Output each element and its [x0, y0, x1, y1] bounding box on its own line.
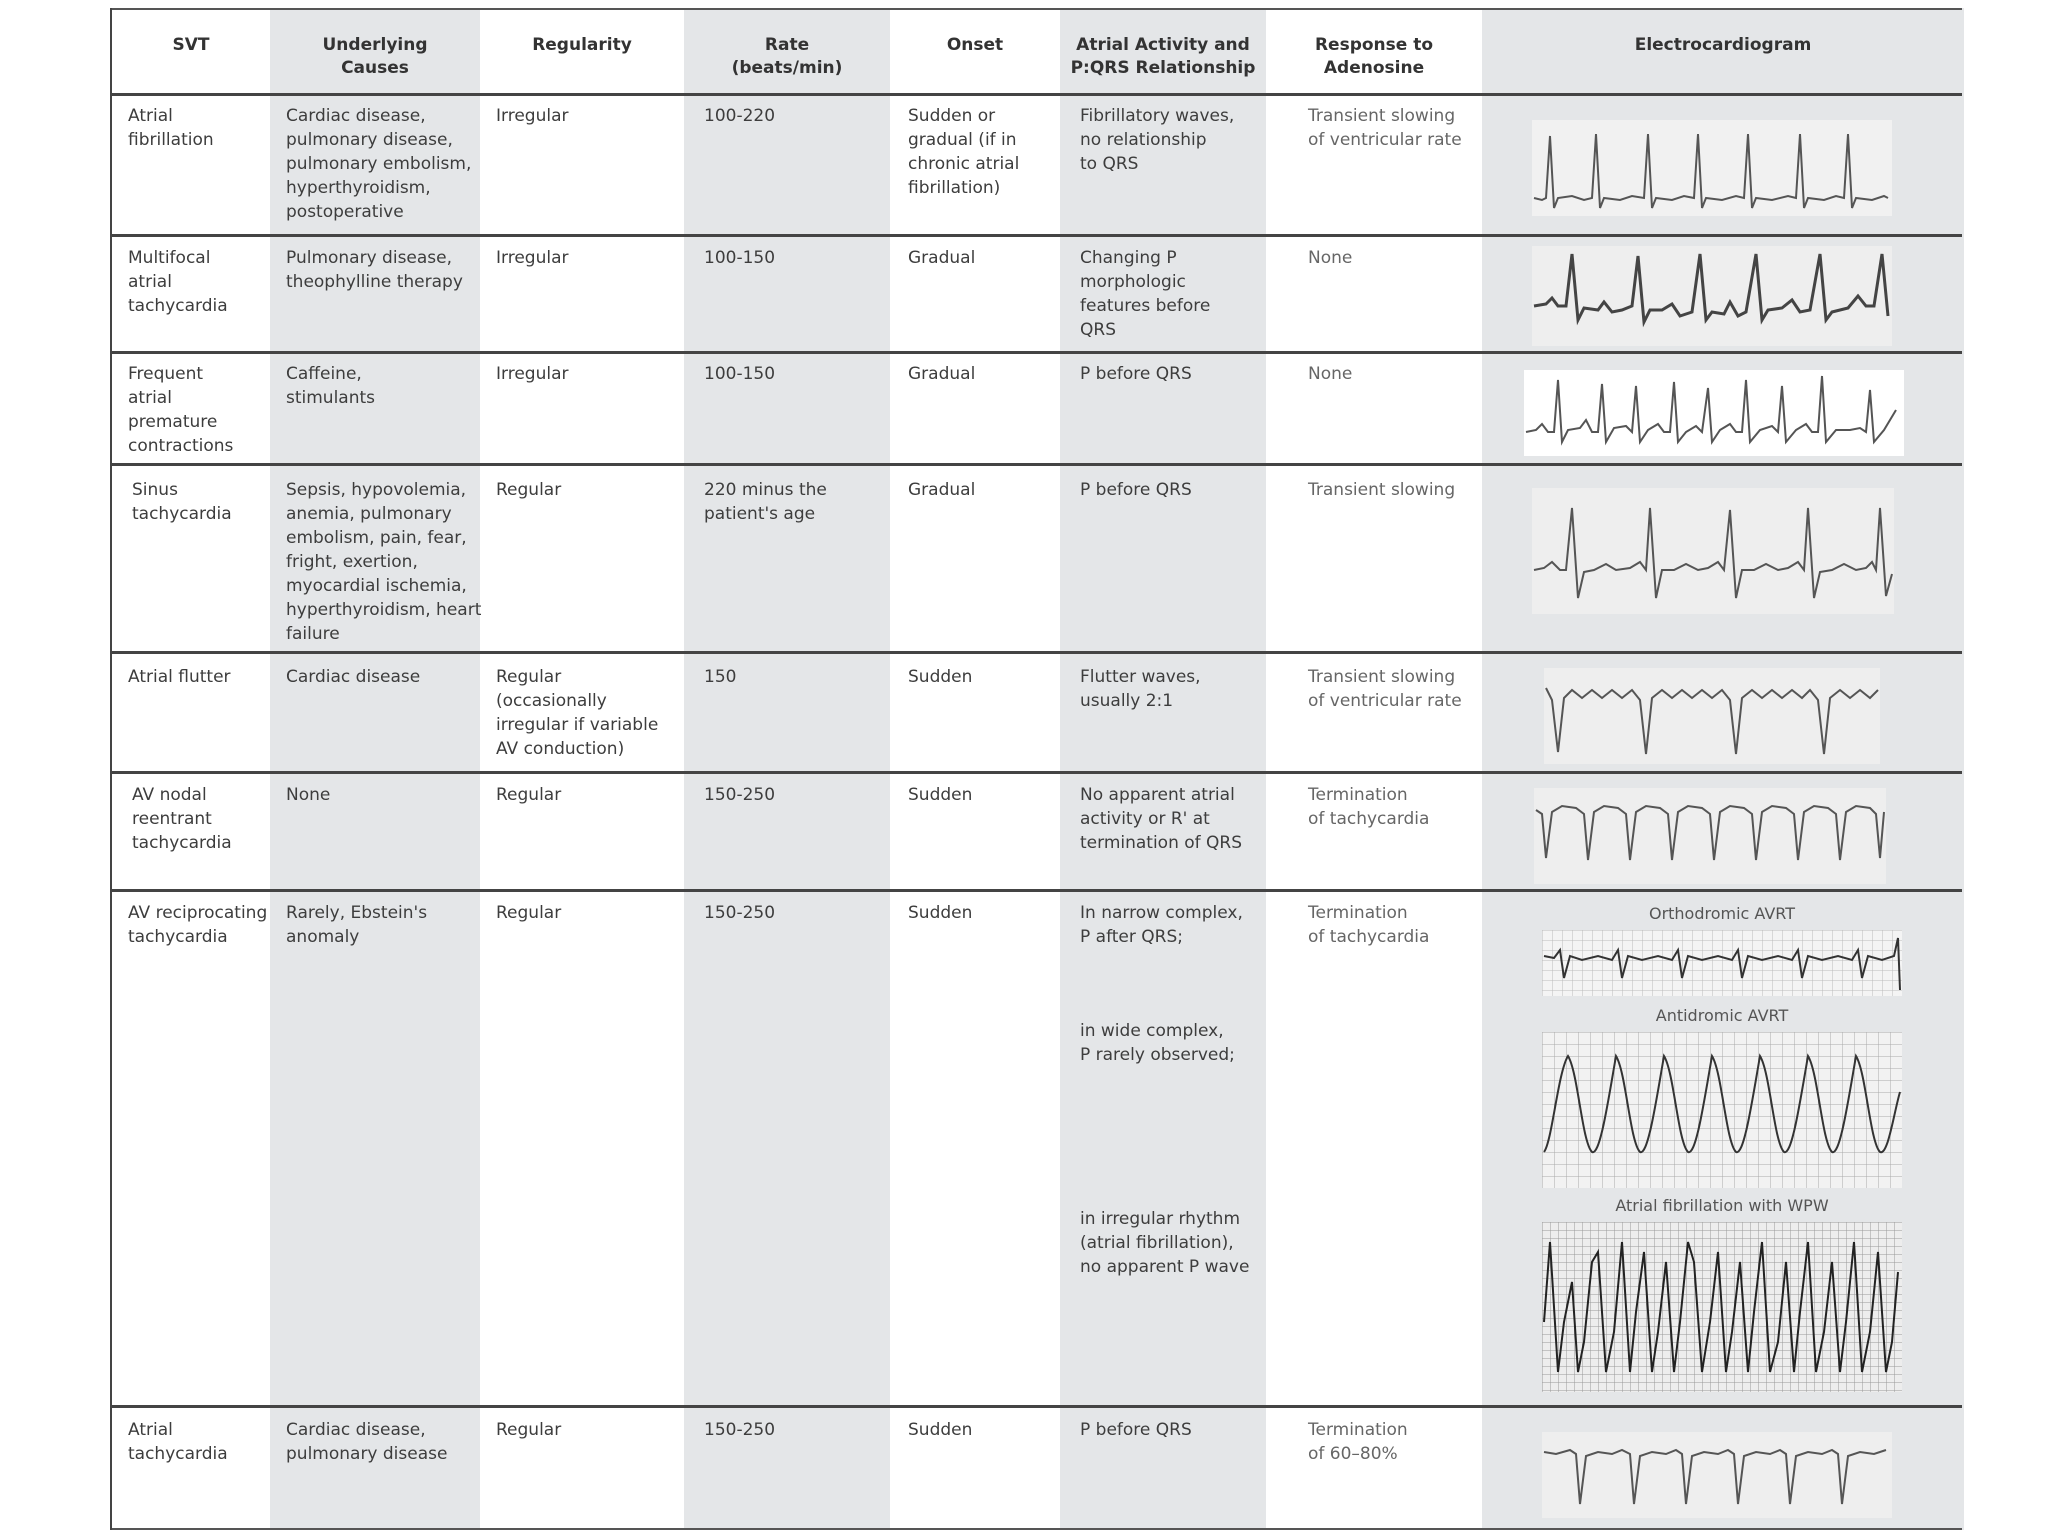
svt-comparison-table — [110, 8, 1964, 1530]
atrial-activity: Flutter waves, usually 2:1 — [1080, 667, 1201, 711]
svt-name: Atrial tachycardia — [128, 1420, 228, 1464]
ecg-label-antidromic: Antidromic AVRT — [1655, 1006, 1789, 1025]
atrial-activity: Fibrillatory waves, no relationship to QRS — [1080, 106, 1235, 174]
rule-row-7 — [112, 1405, 1962, 1408]
regularity: Regular — [496, 785, 562, 805]
ecg-atrial-fibrillation — [1532, 120, 1892, 216]
adenosine-response: Transient slowing of ventricular rate — [1308, 667, 1462, 711]
atrial-activity-wide: in wide complex, P rarely observed; — [1080, 1021, 1235, 1065]
rule-row-3 — [112, 463, 1962, 466]
atrial-activity: P before QRS — [1080, 1420, 1192, 1440]
header-adenosine: Response to Adenosine — [1314, 35, 1434, 78]
rule-top — [112, 8, 1962, 10]
causes: None — [286, 785, 331, 805]
header-rate: Rate (beats/min) — [731, 35, 843, 78]
causes: Cardiac disease, pulmonary disease, pulmonary embolism, hyperthyroidism, postoperative — [286, 106, 472, 222]
header-ecg: Electrocardiogram — [1634, 35, 1812, 55]
rate: 100-150 — [704, 364, 776, 384]
atrial-activity: P before QRS — [1080, 364, 1192, 384]
rule-row-5 — [112, 771, 1962, 774]
causes: Sepsis, hypovolemia, anemia, pulmonary embolism, pain, fear, fright, exertion, myocardial ischemia, hyperthyroidism, heart failure — [286, 480, 482, 644]
adenosine-response: Termination of tachycardia — [1308, 785, 1430, 829]
svt-name: Frequent atrial premature contractions — [128, 364, 234, 456]
regularity: Regular (occasionally irregular if variable AV conduction) — [496, 667, 659, 759]
rate: 220 minus the patient's age — [704, 480, 827, 524]
svt-name: Atrial fibrillation — [128, 106, 214, 150]
causes: Cardiac disease — [286, 667, 421, 687]
atrial-activity: P before QRS — [1080, 480, 1192, 500]
adenosine-response: Transient slowing — [1308, 480, 1456, 500]
regularity: Regular — [496, 1420, 562, 1440]
regularity: Irregular — [496, 106, 569, 126]
rate: 150-250 — [704, 1420, 776, 1440]
header-causes: Underlying Causes — [322, 35, 428, 78]
regularity: Regular — [496, 480, 562, 500]
ecg-atrial-tachycardia — [1542, 1432, 1892, 1518]
rule-row-6 — [112, 889, 1962, 892]
header-regularity: Regularity — [532, 35, 632, 55]
causes: Cardiac disease, pulmonary disease — [286, 1420, 448, 1464]
ecg-atrial-fibrillation-with-wpw — [1542, 1222, 1902, 1392]
atrial-activity-narrow: In narrow complex, P after QRS; — [1080, 903, 1243, 947]
adenosine-response: None — [1308, 364, 1353, 384]
ecg-frequent-atrial-premature-contractions — [1524, 370, 1904, 456]
regularity: Regular — [496, 903, 562, 923]
onset: Sudden — [908, 785, 973, 805]
svt-name: AV reciprocating tachycardia — [128, 903, 268, 947]
adenosine-response: None — [1308, 248, 1353, 268]
svt-name: Sinus tachycardia — [132, 480, 232, 524]
header-atrial: Atrial Activity and P:QRS Relationship — [1070, 35, 1256, 78]
onset: Sudden — [908, 1420, 973, 1440]
rate: 100-220 — [704, 106, 776, 126]
header-onset: Onset — [946, 35, 1004, 55]
header-svt: SVT — [172, 35, 210, 55]
rule-row-4 — [112, 651, 1962, 654]
svt-name: AV nodal reentrant tachycardia — [132, 785, 232, 853]
svt-name: Atrial flutter — [128, 667, 231, 687]
causes: Rarely, Ebstein's anomaly — [286, 903, 428, 947]
ecg-orthodromic-avrt — [1542, 930, 1902, 996]
ecg-sinus-tachycardia — [1532, 488, 1894, 614]
svt-name: Multifocal atrial tachycardia — [128, 248, 228, 316]
causes: Pulmonary disease, theophylline therapy — [286, 248, 463, 292]
ecg-atrial-flutter — [1544, 668, 1880, 764]
atrial-activity: Changing P morphologic features before QRS — [1080, 248, 1211, 340]
rate: 150-250 — [704, 785, 776, 805]
regularity: Irregular — [496, 364, 569, 384]
rule-header — [112, 93, 1962, 96]
rate: 150 — [704, 667, 737, 687]
causes: Caffeine, stimulants — [286, 364, 376, 408]
onset: Sudden — [908, 903, 973, 923]
ecg-antidromic-avrt — [1542, 1032, 1902, 1188]
onset: Sudden or gradual (if in chronic atrial fibrillation) — [908, 106, 1020, 198]
rate: 100-150 — [704, 248, 776, 268]
ecg-label-afib-wpw: Atrial fibrillation with WPW — [1615, 1196, 1829, 1215]
onset: Gradual — [908, 248, 976, 268]
rule-row-2 — [112, 351, 1962, 354]
regularity: Irregular — [496, 248, 569, 268]
ecg-label-orthodromic: Orthodromic AVRT — [1648, 904, 1796, 923]
rate: 150-250 — [704, 903, 776, 923]
atrial-activity-irregular: in irregular rhythm (atrial fibrillation), no apparent P wave — [1080, 1209, 1250, 1277]
ecg-av-nodal-reentrant-tachycardia — [1534, 788, 1886, 884]
onset: Gradual — [908, 480, 976, 500]
adenosine-response: Transient slowing of ventricular rate — [1308, 106, 1462, 150]
onset: Sudden — [908, 667, 973, 687]
onset: Gradual — [908, 364, 976, 384]
rule-row-1 — [112, 234, 1962, 237]
adenosine-response: Termination of tachycardia — [1308, 903, 1430, 947]
atrial-activity: No apparent atrial activity or R' at termination of QRS — [1080, 785, 1243, 853]
adenosine-response: Termination of 60–80% — [1308, 1420, 1408, 1464]
ecg-multifocal-atrial-tachycardia — [1532, 246, 1892, 346]
rule-bottom — [112, 1528, 1962, 1530]
